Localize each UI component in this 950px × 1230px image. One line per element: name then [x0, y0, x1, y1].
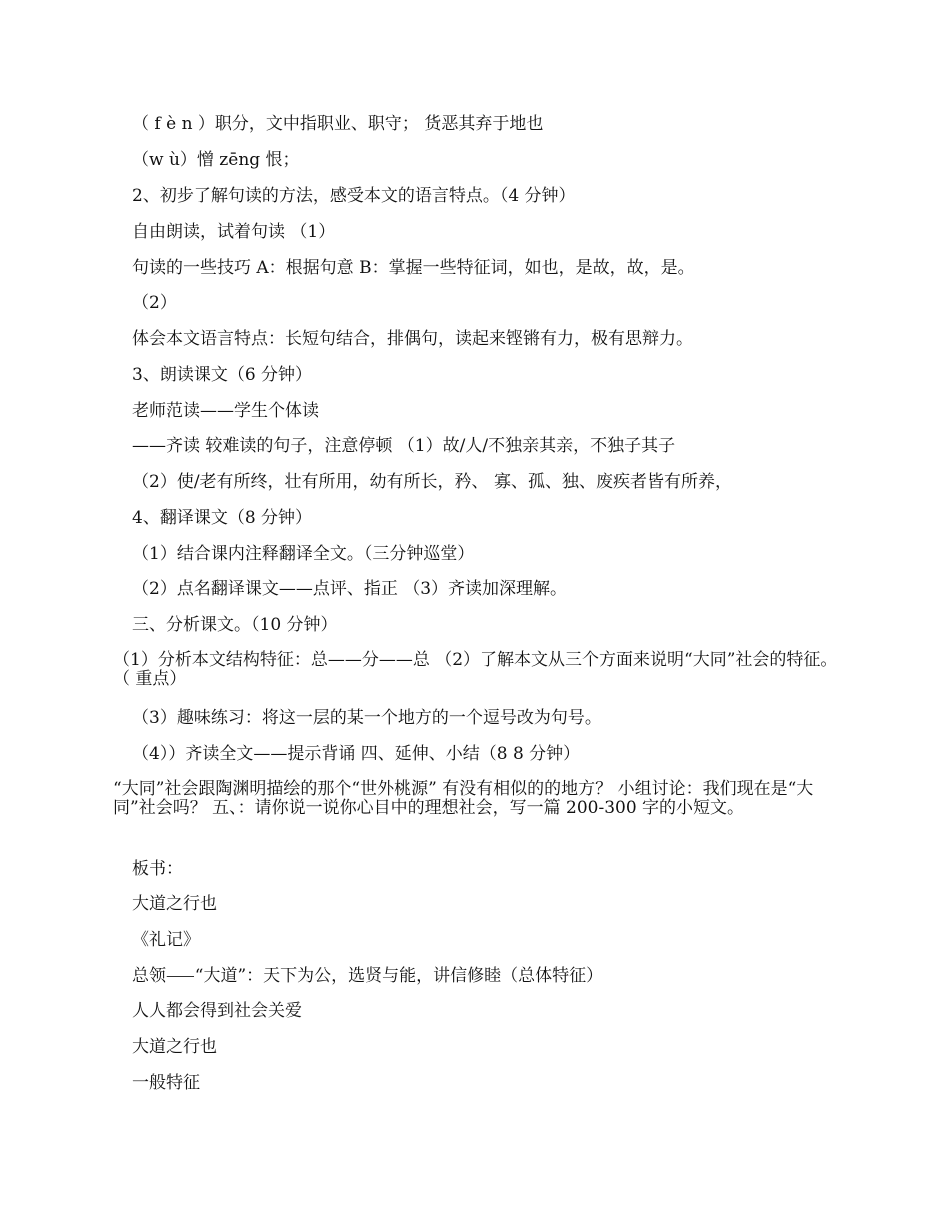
text-line-23: 总领⸺“大道”：天下为公，选贤与能，讲信修睦（总体特征） [132, 966, 604, 986]
text-line-2: （w ù）憎 zēng 恨； [132, 150, 300, 170]
text-line-5: 句读的一些技巧 A：根据句意 B：掌握一些特征词，如也，是故，故，是。 [132, 258, 695, 278]
text-line-3: 2、初步了解句读的方法，感受本文的语言特点。（4 分钟） [132, 186, 576, 206]
text-line-17: （3）趣味练习：将这一层的某一个地方的一个逗号改为句号。 [132, 708, 602, 728]
text-line-24: 人人都会得到社会关爱 [132, 1001, 302, 1021]
text-line-11: （2）使/老有所终，壮有所用，幼有所长，矜、 寡、孤、独、废疾者皆有所养， [132, 472, 732, 492]
text-paragraph-19: “大同”社会跟陶渊明描绘的那个“世外桃源” 有没有相似的的地方？ 小组讨论：我们现在是“大同”社会吗？ 五、：请你说一说你心目中的理想社会，写一篇 200-300 字的小短文。 [113, 779, 814, 818]
text-line-14: （2）点名翻译课文——点评、指正 （3）齐读加深理解。 [132, 579, 568, 599]
text-line-18: （4））齐读全文——提示背诵 四、延伸、小结（8 8 分钟） [132, 744, 581, 764]
text-line-25: 大道之行也 [132, 1037, 217, 1057]
text-line-1: （ f è n ）职分，文中指职业、职守； 货恶其弃于地也 [132, 114, 544, 134]
text-line-12: 4、翻译课文（8 分钟） [132, 508, 313, 528]
text-line-10: ——齐读 较难读的句子，注意停顿 （1）故/人/不独亲其亲，不独子其子 [132, 436, 676, 456]
text-line-21: 大道之行也 [132, 894, 217, 914]
text-line-6: （2） [132, 293, 177, 313]
text-paragraph-16: （1）分析本文结构特征：总——分——总 （2）了解本文从三个方面来说明“大同”社会的特征。（ 重点） [113, 650, 838, 689]
text-line-9: 老师范读——学生个体读 [132, 401, 319, 421]
text-line-8: 3、朗读课文（6 分钟） [132, 365, 313, 385]
text-line-7: 体会本文语言特点：长短句结合，排偶句，读起来铿锵有力，极有思辩力。 [132, 329, 693, 349]
text-line-20: 板书： [132, 859, 183, 879]
text-line-26: 一般特征 [132, 1073, 200, 1093]
text-line-13: （1）结合课内注释翻译全文。（三分钟巡堂） [132, 544, 475, 564]
text-line-15: 三、分析课文。（10 分钟） [132, 615, 338, 635]
text-line-22: 《礼记》 [132, 930, 200, 950]
text-line-4: 自由朗读，试着句读 （1） [132, 222, 336, 242]
